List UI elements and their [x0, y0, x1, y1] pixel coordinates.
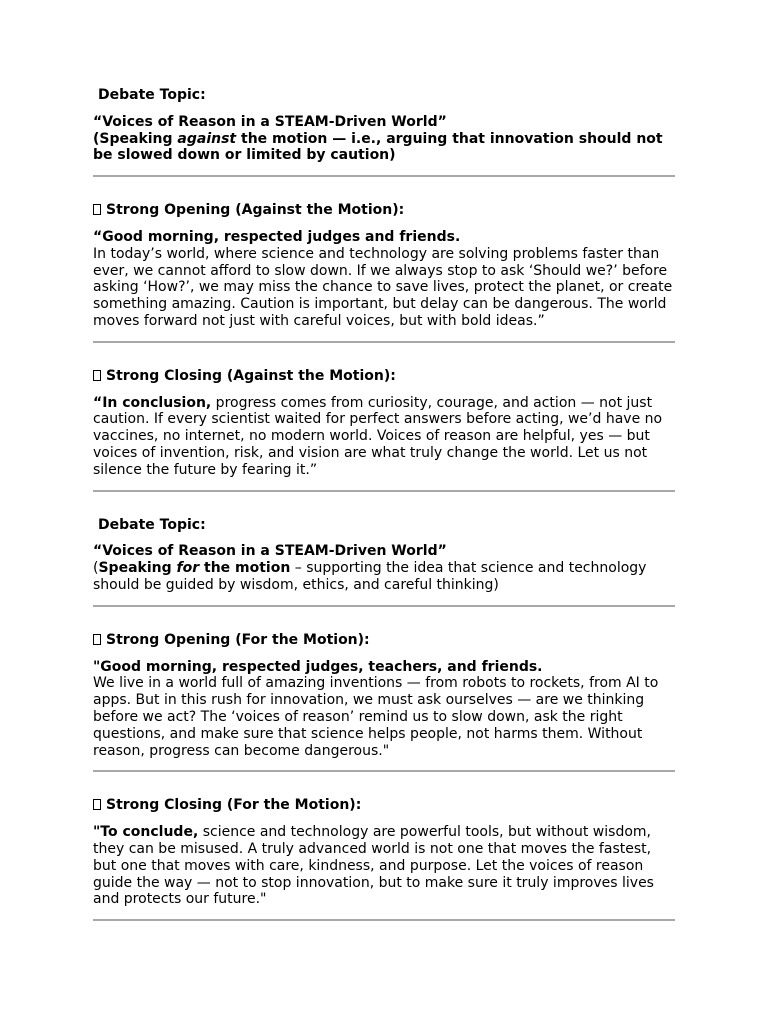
stance-text: the motion — i.e., arguing that innovation should not be slowed down or limited by caution) [93, 130, 663, 164]
unknown-glyph-box-icon [93, 634, 101, 645]
opening-against [93, 201, 675, 330]
unknown-glyph-box-icon [93, 370, 101, 381]
speech-body: science and technology are powerful tools, but without wisdom, they can be misused. A truly advanced world is not one that moves the fastest, but one that moves with care, kindness, and purpose. Let the voices of reason guide the way — not to stop innovation, but to make sure it truly improves lives and protects our future." [93, 824, 654, 908]
stance-text: (Speaking [93, 130, 178, 147]
section-heading: Strong Opening (For the Motion): [106, 631, 370, 648]
debate-topic-for [93, 516, 675, 594]
section-heading: Strong Opening (Against the Motion): [106, 202, 405, 219]
divider [93, 919, 675, 921]
section-heading: Strong Closing (For the Motion): [106, 797, 362, 814]
speech-lead: “In conclusion, [93, 394, 212, 411]
speech-paragraph [93, 395, 675, 479]
debate-stance [93, 560, 675, 594]
stance-emphasis: against [177, 130, 237, 147]
speech-body: We live in a world full of amazing inventions — from robots to rockets, from AI to apps. But in this rush for innovation, we must ask ourselves — are we thinking before we act? The ‘voices of reason’ remind us to slow down, ask the right questions, and make sure that science helps people, not harms them. Without reason, progress can become dangerous." [93, 675, 659, 759]
section-heading-row [93, 796, 675, 814]
closing-against [93, 367, 675, 479]
unknown-glyph-box-icon [93, 204, 101, 215]
speech-lead: "To conclude, [93, 824, 199, 841]
section-heading: Strong Closing (Against the Motion): [106, 367, 396, 384]
speech-lead: "Good morning, respected judges, teachers, and friends. [93, 658, 543, 675]
stance-text: – supporting the idea that science and technology should be guided by wisdom, ethics, and careful thinking) [93, 560, 647, 593]
debate-topic-against [93, 86, 675, 164]
debate-stance [93, 131, 675, 165]
section-heading-row [93, 631, 675, 649]
stance-bold: the motion [199, 560, 291, 577]
stance-bold: Speaking [98, 560, 177, 577]
speech-body: In today’s world, where science and technology are solving problems faster than ever, we cannot afford to slow down. If we always stop to ask ‘Should we?’ before asking ‘How?’, we may miss the chance to save lives, protect the planet, or create something amazing. Caution is important, but delay can be dangerous. The world moves forward not just with careful voices, but with bold ideas.” [93, 245, 673, 329]
unknown-glyph-box-icon [93, 799, 101, 810]
speech-body: progress comes from curiosity, courage, and action — not just caution. If every scientist waited for perfect answers before acting, we’d have no vaccines, no internet, no modern world. Voices of reason are helpful, yes — but voices of invention, risk, and vision are what truly change the world. Let us not silence the future by fearing it.” [93, 394, 663, 478]
stance-text: ( [93, 560, 99, 577]
document-body [93, 86, 675, 921]
section-heading: Debate Topic: [98, 516, 206, 533]
section-heading-row [93, 201, 675, 219]
section-heading-row [93, 367, 675, 385]
opening-for [93, 631, 675, 760]
closing-for [93, 796, 675, 908]
debate-title: “Voices of Reason in a STEAM-Driven World” [93, 113, 447, 130]
speech-paragraph [93, 824, 675, 908]
debate-title: “Voices of Reason in a STEAM-Driven World” [93, 543, 447, 560]
speech-lead: “Good morning, respected judges and friends. [93, 228, 461, 245]
section-heading: Debate Topic: [98, 87, 206, 103]
stance-emphasis: for [176, 560, 200, 577]
